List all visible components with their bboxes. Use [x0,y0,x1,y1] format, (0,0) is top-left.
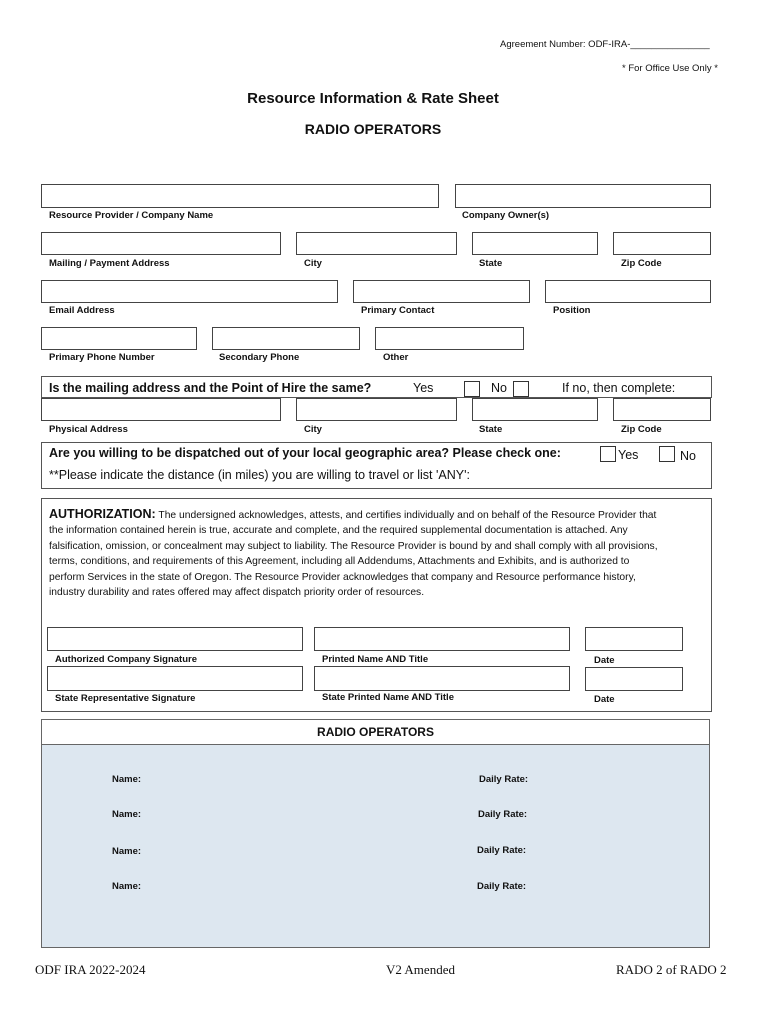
operator-rate-label-2: Daily Rate: [478,809,528,820]
company-name-field[interactable] [41,184,439,208]
city2-label: City [304,424,322,435]
operator-name-label-4: Name: [112,881,142,892]
operator-rate-label-3: Daily Rate: [477,845,527,856]
dispatch-no-checkbox[interactable] [659,446,675,462]
operators-header [42,720,709,745]
date1-field[interactable] [585,627,683,651]
email-label: Email Address [49,305,115,316]
operators-body [42,745,709,947]
mailing-address-field[interactable] [41,232,281,255]
primary-contact-field[interactable] [353,280,530,303]
operators-heading: RADIO OPERATORS [317,725,434,739]
city-field[interactable] [296,232,457,255]
dispatch-no-label: No [680,449,696,463]
zip-field[interactable] [613,232,711,255]
printed-name-label: Printed Name AND Title [322,654,429,665]
company-signature-label: Authorized Company Signature [55,654,197,665]
position-label: Position [553,305,591,316]
state-label: State [479,258,503,269]
date2-field[interactable] [585,667,683,691]
page-subtitle: RADIO OPERATORS [304,121,442,137]
operator-name-label-2: Name: [112,809,142,820]
company-owners-label: Company Owner(s) [462,210,550,221]
mailing-address-label: Mailing / Payment Address [49,258,170,269]
mailing-no-checkbox[interactable] [513,381,529,397]
physical-address-field[interactable] [41,398,281,421]
zip-label: Zip Code [621,258,662,269]
mailing-question-text: Is the mailing address and the Point of Hire the same? [49,381,372,395]
state-printed-name-field[interactable] [314,666,570,691]
footer-version: V2 Amended [386,962,455,977]
state2-label: State [479,424,503,435]
secondary-phone-field[interactable] [212,327,360,350]
primary-phone-field[interactable] [41,327,197,350]
dispatch-yes-checkbox[interactable] [600,446,616,462]
city2-field[interactable] [296,398,457,421]
office-use-note: * For Office Use Only * [622,63,718,74]
zip2-field[interactable] [613,398,711,421]
authorization-heading: AUTHORIZATION [49,507,152,521]
operator-name-label-3: Name: [112,846,142,857]
printed-name-field[interactable] [314,627,570,651]
other-label: Other [383,352,409,363]
primary-contact-label: Primary Contact [361,305,435,316]
dispatch-question-text: Are you willing to be dispatched out of your local geographic area? Please check one: [49,446,561,460]
mailing-no-label: No [491,381,507,395]
authorization-colon: : [151,507,156,521]
distance-note: **Please indicate the distance (in miles) you are willing to travel or list 'ANY': [49,468,470,482]
footer-form-id: ODF IRA 2022-2024 [35,962,146,977]
operator-name-label-1: Name: [112,774,142,785]
state2-field[interactable] [472,398,598,421]
state-printed-name-label: State Printed Name AND Title [322,692,454,703]
authorization-body: The undersigned acknowledges, attests, and certifies individually and on behalf of the Resource Provider that the information contained herein is true, accurate and complete, and the required supplemental documentation is attached. Any falsification, omission, or concealment may subject to liability. The Resource Provider is bound by and shall comply with all provisions, terms, conditions, and requirements of this Agreement, including all Addendums, Attachments and Exhibits, and is authorized to perform Services in the state of Oregon. The Resource Provider acknowledges that company and Resource performance history, industry durability and rates offered may affect dispatch priority order of resources. [49,510,658,599]
state-field[interactable] [472,232,598,255]
agreement-number: Agreement Number: ODF-IRA-_______________ [500,39,710,50]
position-field[interactable] [545,280,711,303]
city-label: City [304,258,322,269]
page-title: Resource Information & Rate Sheet [247,90,499,107]
operator-rate-label-1: Daily Rate: [479,774,529,785]
date2-label: Date [594,694,615,705]
date1-label: Date [594,655,615,666]
company-signature-field[interactable] [47,627,303,651]
authorization-text [49,507,661,600]
mailing-yes-label: Yes [413,381,434,395]
zip2-label: Zip Code [621,424,662,435]
operator-rate-label-4: Daily Rate: [477,881,527,892]
state-signature-field[interactable] [47,666,303,691]
primary-phone-label: Primary Phone Number [49,352,155,363]
secondary-phone-label: Secondary Phone [219,352,300,363]
company-owners-field[interactable] [455,184,711,208]
footer-page: RADO 2 of RADO 2 [616,962,727,977]
company-name-label: Resource Provider / Company Name [49,210,214,221]
other-field[interactable] [375,327,524,350]
state-signature-label: State Representative Signature [55,693,196,704]
mailing-if-no-label: If no, then complete: [562,381,676,395]
physical-address-label: Physical Address [49,424,128,435]
mailing-yes-checkbox[interactable] [464,381,480,397]
dispatch-yes-label: Yes [618,448,639,462]
email-field[interactable] [41,280,338,303]
